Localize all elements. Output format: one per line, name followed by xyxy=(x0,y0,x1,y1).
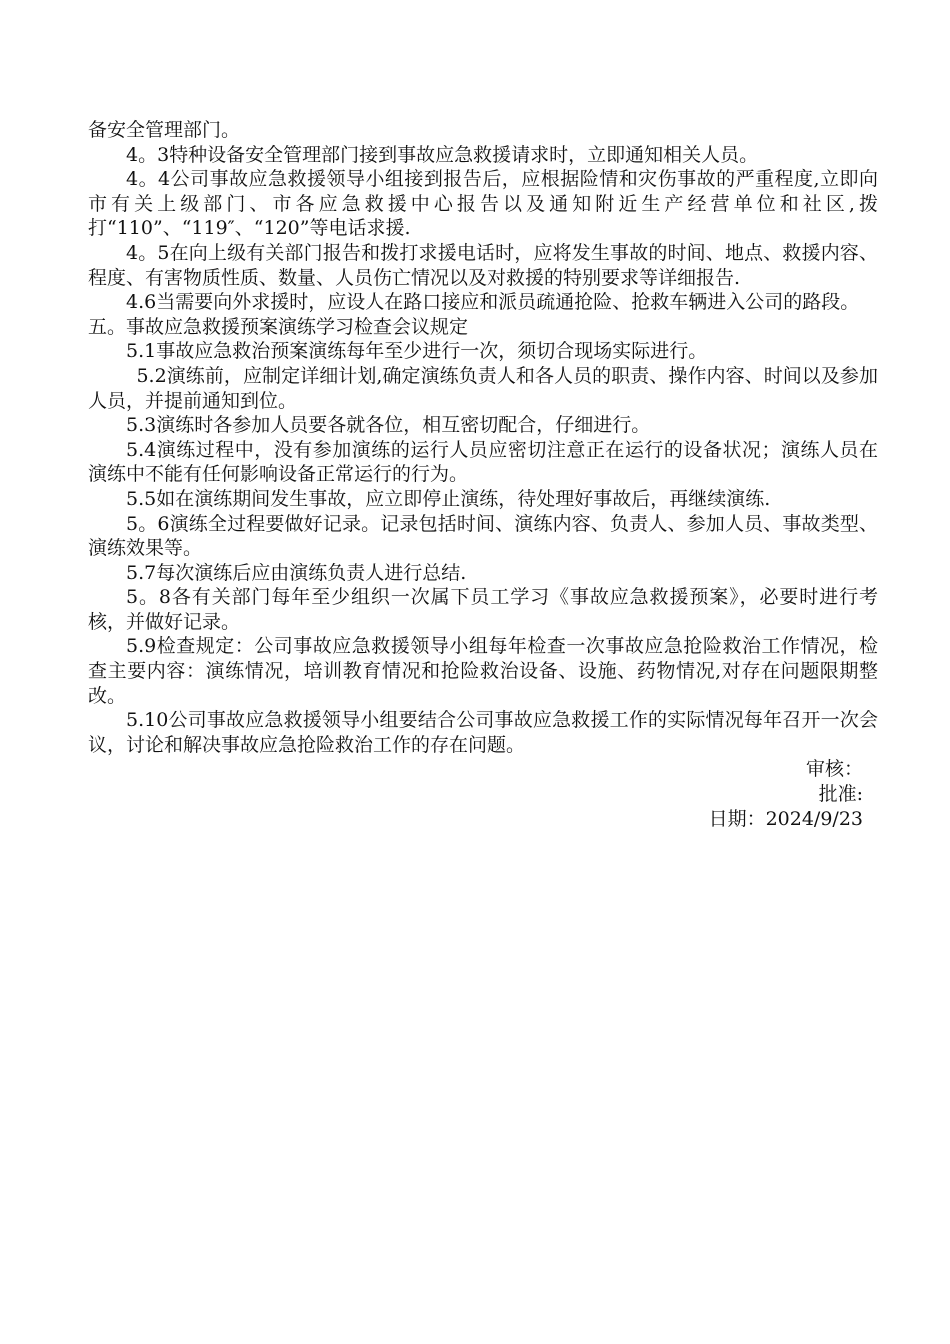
paragraph-5-10: 5.10公司事故应急救援领导小组要结合公司事故应急救援工作的实际情况每年召开一次会议，讨论和解决事故应急抢险救治工作的存在问题。 xyxy=(88,709,878,756)
paragraph-4-6: 4.6当需要向外求援时，应设人在路口接应和派员疏通抢险、抢救车辆进入公司的路段。 xyxy=(126,291,860,314)
paragraph-5-5: 5.5如在演练期间发生事故，应立即停止演练，待处理好事故后，再继续演练. xyxy=(126,487,771,510)
paragraph-5-9: 5.9检查规定：公司事故应急救援领导小组每年检查一次事故应急抢险救治工作情况，检查主要内容：演练情况，培训教育情况和抢险救治设备、设施、药物情况,对存在问题限期整改。 xyxy=(88,635,878,707)
paragraph-5-2: 5.2演练前，应制定详细计划,确定演练负责人和各人员的职责、操作内容、时间以及参加人员，并提前通知到位。 xyxy=(88,364,878,412)
signature-block xyxy=(88,757,863,831)
paragraph-5-8: 5。8各有关部门每年至少组织一次属下员工学习《事故应急救援预案》，必要时进行考核，并做好记录。 xyxy=(88,586,878,633)
paragraph-4-5: 4。5在向上级有关部门报告和拨打求援电话时，应将发生事故的时间、地点、救援内容、程度、有害物质性质、数量、人员伤亡情况以及对救援的特别要求等详细报告. xyxy=(88,241,878,289)
continuation-text: 备安全管理部门。 xyxy=(88,119,241,141)
review-label: 审核： xyxy=(805,758,863,781)
paragraph-5-6: 5。6演练全过程要做好记录。记录包括时间、演练内容、负责人、参加人员、事故类型、演练效果等。 xyxy=(88,512,878,560)
paragraph-5-3: 5.3演练时各参加人员要各就各位，相互密切配合，仔细进行。 xyxy=(126,414,651,437)
approve-label: 批准: xyxy=(818,783,863,806)
paragraph-4-4: 4。4公司事故应急救援领导小组接到报告后，应根据险情和灾伤事故的严重程度,立即向市有关上级部门、市各应急救援中心报告以及通知附近生产经营单位和社区,拨打“110”、“119″、“120”等电话求援. xyxy=(88,168,878,240)
date-label: 日期：2024/9/23 xyxy=(708,807,863,830)
paragraph-5-7: 5.7每次演练后应由演练负责人进行总结. xyxy=(126,561,467,584)
paragraph-5-4: 5.4演练过程中，没有参加演练的运行人员应密切注意正在运行的设备状况；演练人员在演练中不能有任何影响设备正常运行的行为。 xyxy=(88,438,878,486)
document-page xyxy=(88,118,878,831)
section-5-heading: 五。事故应急救援预案演练学习检查会议规定 xyxy=(88,315,469,338)
paragraph-5-1: 5.1事故应急救治预案演练每年至少进行一次，须切合现场实际进行。 xyxy=(126,340,708,363)
paragraph-4-3: 4。3特种设备安全管理部门接到事故应急救援请求时，立即通知相关人员。 xyxy=(126,143,759,166)
